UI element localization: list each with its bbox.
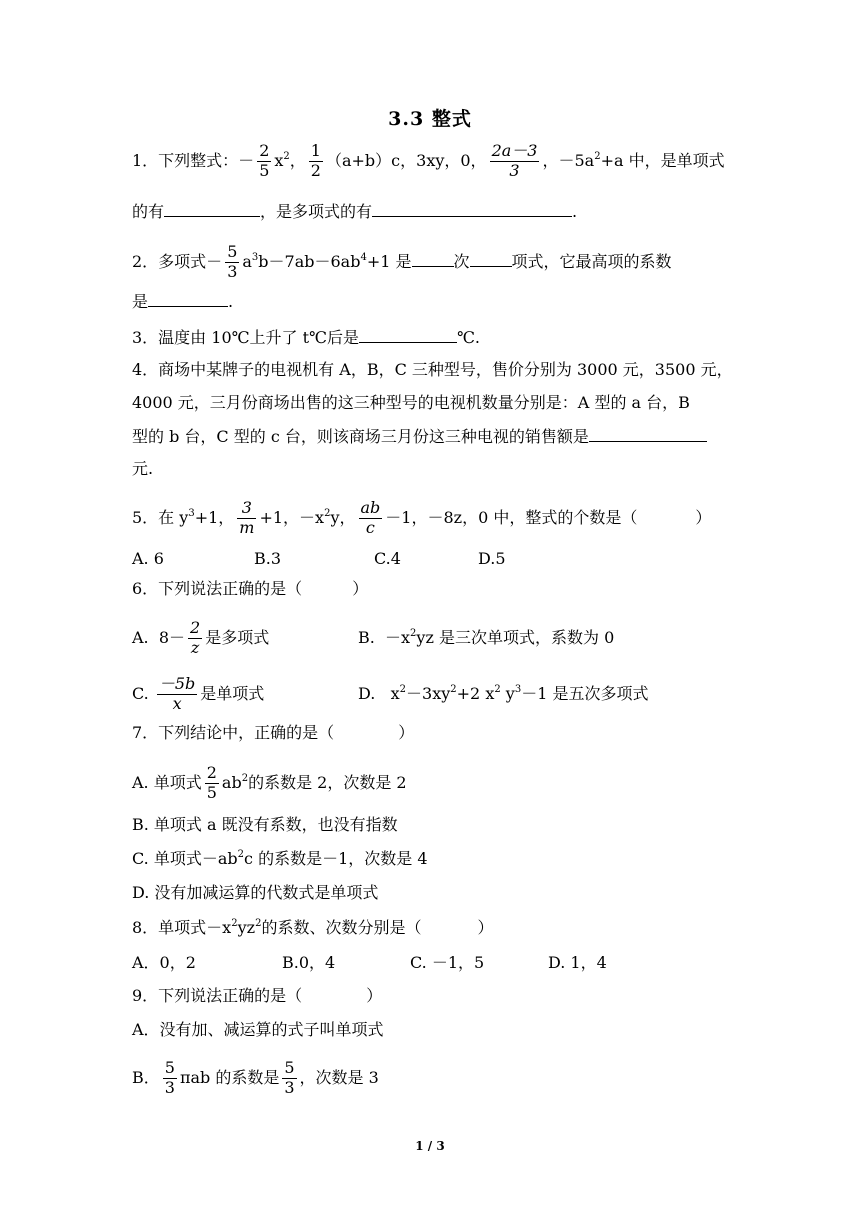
answer-blank[interactable] (412, 250, 454, 267)
fraction: $\frac{2a-3}{3}$ (491, 141, 538, 180)
option-b[interactable]: B. 单项式 a 既没有系数，也没有指数 (132, 815, 398, 834)
fraction: $\frac{2}{5}$ (259, 141, 270, 180)
fraction: $\frac{1}{2}$ (310, 141, 321, 180)
question-4-line-4: 元. (132, 459, 154, 478)
question-3: 3．温度由 10℃上升了 t℃后是 ℃. (132, 328, 480, 347)
question-6-stem: 6．下列说法正确的是（ ） (132, 579, 369, 598)
option-c[interactable]: C.4 (374, 549, 401, 568)
question-9-stem: 9．下列说法正确的是（ ） (132, 986, 383, 1005)
fraction: $\frac{3}{m}$ (239, 498, 255, 537)
option-d[interactable]: D. $x^2-3xy^2+2$ $x^2$ $y^3-1$ 是五次多项式 (358, 683, 649, 703)
answer-blank[interactable] (372, 200, 572, 217)
question-6-options-cd (132, 676, 649, 713)
page-number: 1 / 3 (415, 1139, 445, 1153)
question-4-line-3: 型的 b 台，C 型的 c 台，则该商场三月份这三种电视的销售额是 (132, 425, 707, 448)
question-1-line-2: 的有 ，是多项式的有 . (132, 202, 578, 221)
fraction: $\frac{ab}{c}$ (360, 498, 381, 537)
question-5: 5．在 $y^3+1$， $\frac{3}{m}$ +1，$-x^2y$， $\frac{ab}{c}$ －1，－8z，0 中，整式的个数是（ ） (132, 498, 712, 537)
fraction: $\frac{2}{z}$ (190, 618, 201, 657)
option-c[interactable]: C. －1，5 (410, 953, 485, 972)
option-a[interactable]: A. 单项式 $\frac{2}{5}$ $ab^2$的系数是 2，次数是 2 (132, 763, 407, 802)
option-a[interactable]: A．没有加、减运算的式子叫单项式 (132, 1020, 384, 1039)
answer-blank[interactable] (164, 200, 260, 217)
option-b[interactable]: B.0，4 (282, 953, 336, 972)
fraction: $\frac{5}{3}$ (164, 1058, 175, 1097)
answer-blank[interactable] (589, 425, 707, 442)
question-5-options (132, 548, 506, 570)
option-b[interactable]: B． $\frac{5}{3}$ πab 的系数是 $\frac{5}{3}$ ，次数是 3 (132, 1058, 379, 1097)
option-a[interactable]: A. 6 (132, 549, 164, 568)
question-2-line-1: 2．多项式－ $\frac{5}{3}$ $a^3b-7ab-6ab^4+1$ 是 次 项式，它最高项的系数 (132, 242, 672, 281)
answer-blank[interactable] (148, 290, 228, 307)
option-a[interactable]: A. 8－ $\frac{2}{z}$ 是多项式 (132, 618, 270, 657)
option-b[interactable]: B.3 (254, 549, 282, 568)
fraction: $\frac{2}{5}$ (206, 763, 217, 802)
option-a[interactable]: A．0，2 (132, 953, 196, 972)
answer-blank[interactable] (470, 250, 512, 267)
option-d[interactable]: D.5 (478, 549, 506, 568)
option-b[interactable]: B. $-x^2yz$ 是三次单项式，系数为 0 (358, 627, 615, 647)
answer-blank[interactable] (359, 326, 457, 343)
question-4-line-2: 4000 元，三月份商场出售的这三种型号的电视机数量分别是：A 型的 a 台，B (132, 393, 690, 412)
page-title: 3.3 整式 (388, 108, 472, 130)
question-2-line-2: 是 . (132, 292, 234, 311)
question-4-line-1: 4．商场中某牌子的电视机有 A，B，C 三种型号，售价分别为 3000 元，3500 元， (132, 360, 733, 379)
fraction: $\frac{-5b}{x}$ (158, 674, 196, 713)
question-7-stem: 7．下列结论中，正确的是（ ） (132, 723, 415, 742)
question-8-stem: 8．单项式$-x^2yz^2$的系数、次数分别是（ ） (132, 918, 494, 937)
fraction: $\frac{5}{3}$ (284, 1058, 295, 1097)
option-d[interactable]: D. 没有加减运算的代数式是单项式 (132, 883, 379, 902)
question-6-options-ab (132, 620, 614, 657)
option-c[interactable]: C. 单项式$-ab^2c$ 的系数是－1，次数是 4 (132, 849, 428, 868)
option-d[interactable]: D. 1，4 (548, 953, 607, 972)
question-8-options (132, 952, 607, 974)
question-1-line-1: 1．下列整式：－ $\frac{2}{5}$ $x^2$， $\frac{1}{2}$ （a+b）c，3xy，0， $\frac{2a-3}{3}$ ，$-5a^2+a$ 中，是单项式 (132, 141, 725, 180)
fraction: $\frac{5}{3}$ (227, 242, 238, 281)
option-c[interactable]: C. $\frac{-5b}{x}$ 是单项式 (132, 674, 265, 713)
